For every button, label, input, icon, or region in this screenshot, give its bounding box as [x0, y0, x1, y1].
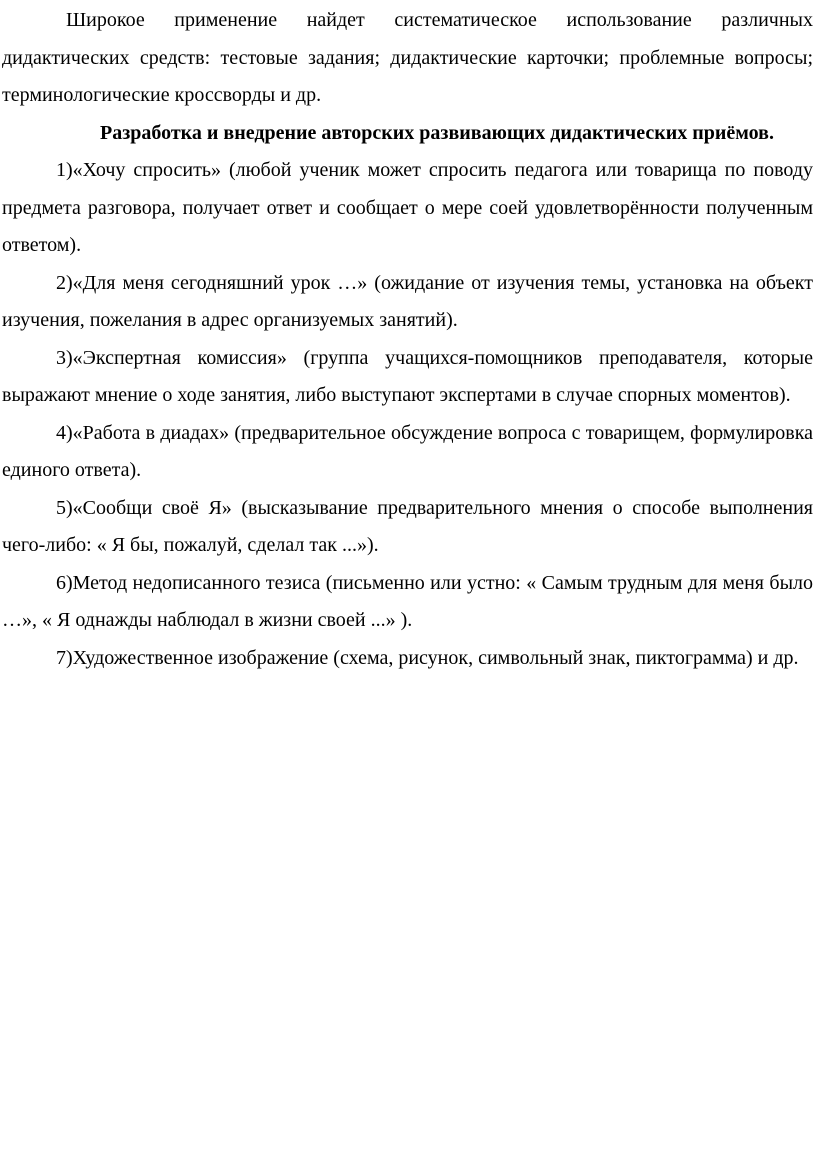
list-item-7: 7)Художественное изображение (схема, рисунок, символьный знак, пиктограмма) и др. — [56, 646, 799, 669]
document-body — [2, 0, 813, 677]
list-item-2: 2)«Для меня сегодняшний урок …» (ожидание от изучения темы, установка на объект изучения, пожелания в адрес организуемых занятий). — [2, 271, 813, 331]
list-item-6: 6)Метод недописанного тезиса (письменно или устно: « Самым трудным для меня было …», « Я однажды наблюдал в жизни своей ...» ). — [2, 571, 813, 631]
list-item-4: 4)«Работа в диадах» (предварительное обсуждение вопроса с товарищем, формулировка единого ответа). — [2, 421, 813, 481]
intro-paragraph: Широкое применение найдет систематическое использование различных дидактических средств: тестовые задания; дидактические карточки; проблемные вопросы; терминологические кроссворды и др. — [2, 9, 813, 106]
list-item-1: 1)«Хочу спросить» (любой ученик может спросить педагога или товарища по поводу предмета разговора, получает ответ и сообщает о мере соей удовлетворённости полученным ответом). — [2, 159, 813, 256]
list-item-5: 5)«Сообщи своё Я» (высказывание предварительного мнения о способе выполнения чего-либо: « Я бы, пожалуй, сделал так ...»). — [2, 496, 813, 556]
list-item-3: 3)«Экспертная комиссия» (группа учащихся-помощников преподавателя, которые выражают мнение о ходе занятия, либо выступают экспертами в случае спорных моментов). — [2, 346, 813, 406]
section-heading: Разработка и внедрение авторских развивающих дидактических приёмов. — [100, 121, 774, 144]
